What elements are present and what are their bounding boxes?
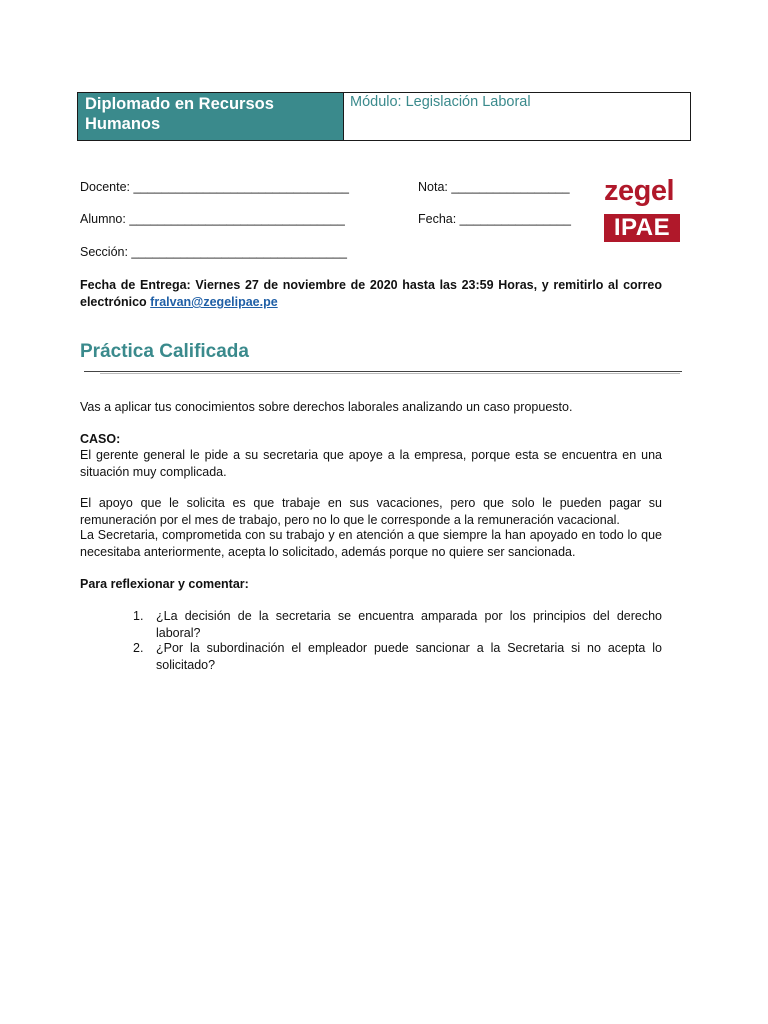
case-paragraph-3: La Secretaria, comprometida con su trabajo y en atención a que siempre la han apoyado en todo lo que necesitaba anteriormente, acepta lo solicitado, además porque no quiere ser sancionada. — [80, 528, 662, 559]
title-divider-shadow — [100, 373, 680, 374]
list-item-text: ¿Por la subordinación el empleador puede sancionar a la Secretaria si no acepta lo solicitado? — [156, 641, 662, 672]
title-divider — [84, 371, 682, 372]
list-item — [80, 608, 662, 641]
delivery-notice — [80, 277, 662, 311]
reflect-heading: Para reflexionar y comentar: — [80, 577, 249, 591]
page-title: Práctica Calificada — [80, 341, 249, 362]
question-list-2 — [80, 640, 662, 673]
logo-zegel-text: zegel — [604, 175, 675, 207]
header-table — [77, 92, 691, 141]
case-paragraph-1: El gerente general le pide a su secretaria que apoye a la empresa, porque esta se encuentra en una situación muy complicada. — [80, 448, 662, 479]
delivery-email-link[interactable]: fralvan@zegelipae.pe — [150, 295, 278, 309]
logo-ipae-text: IPAE — [604, 214, 680, 242]
seccion-field: Sección: _______________________________ — [80, 245, 347, 259]
fecha-field: Fecha: ________________ — [418, 212, 571, 226]
list-item-text: ¿La decisión de la secretaria se encuentra amparada por los principios del derecho laboral? — [156, 609, 662, 640]
alumno-field: Alumno: _______________________________ — [80, 212, 345, 226]
nota-field: Nota: _________________ — [418, 180, 570, 194]
list-item — [80, 640, 662, 673]
docente-field: Docente: _______________________________ — [80, 180, 350, 194]
module-title: Módulo: Legislación Laboral — [350, 94, 531, 110]
case-heading: CASO: — [80, 432, 121, 446]
intro-paragraph: Vas a aplicar tus conocimientos sobre derechos laborales analizando un caso propuesto. — [80, 400, 573, 414]
delivery-text: Fecha de Entrega: Viernes 27 de noviembre de 2020 hasta las 23:59 Horas, y remitirlo al correo electrónico — [80, 278, 662, 309]
list-item-number: 1. — [133, 609, 144, 623]
question-list — [80, 608, 662, 641]
program-title: Diplomado en Recursos Humanos — [78, 93, 344, 140]
list-item-number: 2. — [133, 641, 144, 655]
case-paragraph-2: El apoyo que le solicita es que trabaje en sus vacaciones, pero que solo le pueden pagar su remuneración por el mes de trabajo, pero no lo que le corresponde a la remuneración vacacional. — [80, 496, 662, 527]
zegel-ipae-logo — [604, 176, 680, 242]
